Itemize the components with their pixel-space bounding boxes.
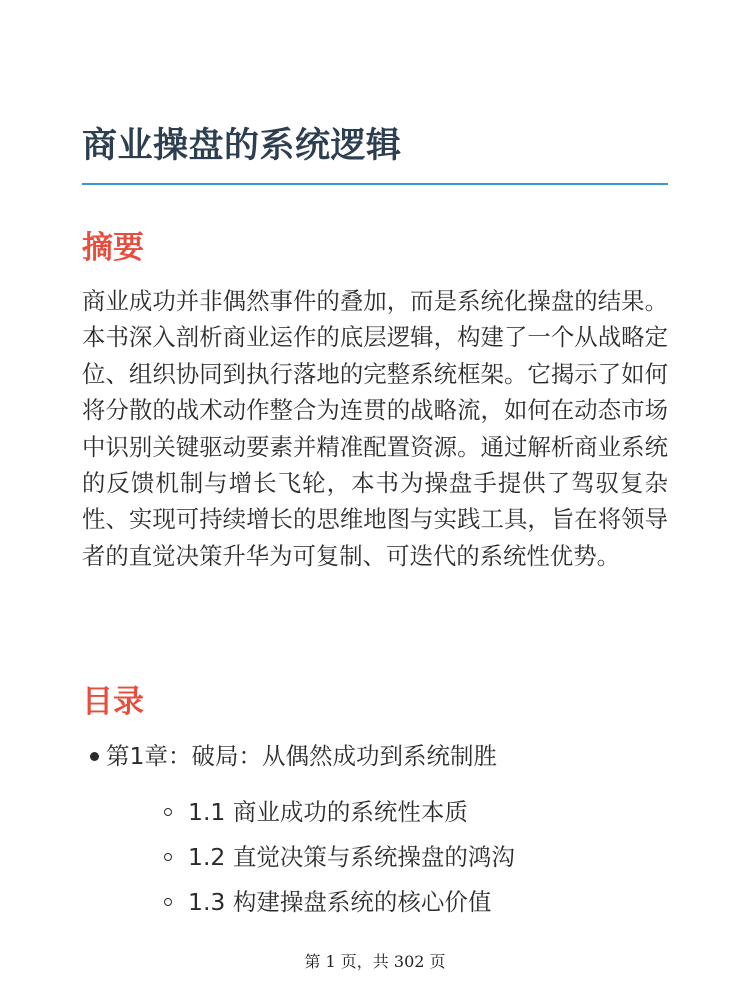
toc-heading: 目录: [82, 684, 144, 720]
bullet-circle-icon: [164, 808, 172, 816]
abstract-heading: 摘要: [82, 230, 144, 266]
toc-section-1-2: 1.2 直觉决策与系统操盘的鸿沟: [188, 843, 515, 871]
toc-chapter-1: 第1章：破局：从偶然成功到系统制胜: [106, 742, 497, 770]
page-footer: 第 1 页，共 302 页: [304, 952, 446, 971]
bullet-circle-icon: [164, 853, 172, 861]
document-title: 商业操盘的系统逻辑: [82, 126, 402, 166]
toc-section-1-1: 1.1 商业成功的系统性本质: [188, 798, 468, 826]
toc-section-1-3: 1.3 构建操盘系统的核心价值: [188, 888, 492, 916]
abstract-paragraph: 商业成功并非偶然事件的叠加，而是系统化操盘的结果。本书深入剖析商业运作的底层逻辑，构建了一个从战略定位、组织协同到执行落地的完整系统框架。它揭示了如何将分散的战术动作整合为连贯的战略流，如何在动态市场中识别关键驱动要素并精准配置资源。通过解析商业系统的反馈机制与增长飞轮，本书为操盘手提供了驾驭复杂性、实现可持续增长的思维地图与实践工具，旨在将领导者的直觉决策升华为可复制、可迭代的系统性优势。: [82, 287, 668, 570]
bullet-circle-icon: [164, 898, 172, 906]
bullet-disc-icon: [90, 752, 99, 761]
title-divider: [82, 183, 668, 185]
